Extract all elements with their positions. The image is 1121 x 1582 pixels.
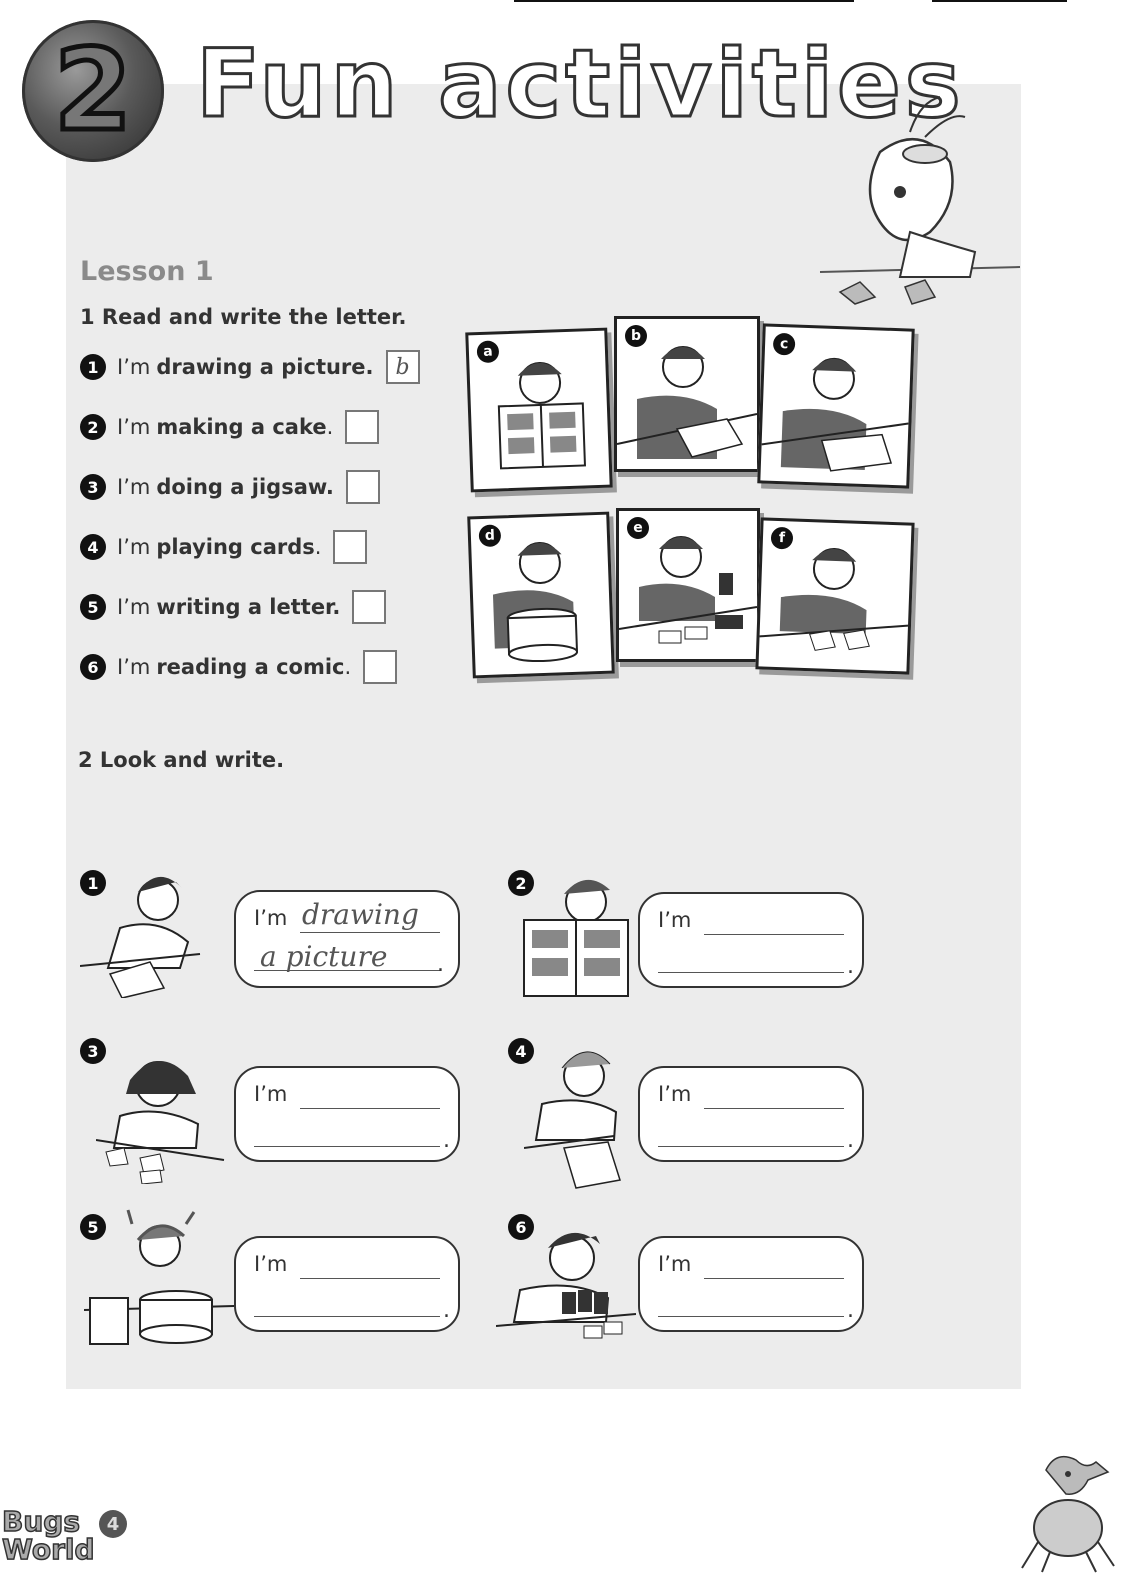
bubble-im: I’m — [254, 906, 288, 930]
speech-bubble-3 — [234, 1066, 460, 1162]
item-pre: I’m — [117, 535, 151, 559]
item-post: . — [344, 655, 352, 679]
child-making-cake-icon — [84, 1206, 234, 1348]
example-answer-line2: a picture — [260, 940, 388, 973]
picture-label: d — [479, 524, 502, 547]
date-line — [932, 0, 1067, 2]
child-reading-comic-icon — [518, 864, 636, 1004]
bubble-full-stop: . — [847, 1128, 854, 1153]
picture-a — [465, 328, 612, 493]
answer-line-1[interactable] — [300, 1108, 440, 1109]
answer-line-2[interactable] — [254, 1146, 440, 1147]
child-playing-cards-icon — [496, 1218, 636, 1348]
speech-bubble-1 — [234, 890, 460, 988]
item-activity: making a cake — [156, 415, 327, 439]
speech-bubble-2 — [638, 892, 864, 988]
item-pre: I’m — [117, 655, 151, 679]
bubble-im: I’m — [254, 1082, 288, 1106]
item-post: . — [314, 535, 322, 559]
picture-label: a — [477, 340, 500, 363]
exercise1-item-4 — [80, 530, 367, 564]
exercise2-number-6: 6 — [508, 1214, 534, 1240]
item-post: . — [326, 415, 334, 439]
answer-box[interactable]: b — [386, 350, 420, 384]
exercise2-instruction: 2 Look and write. — [78, 748, 285, 772]
child-drawing-icon — [80, 858, 210, 998]
exercise1-item-2 — [80, 410, 379, 444]
example-answer-line1: drawing — [302, 898, 419, 931]
bubble-im: I’m — [658, 1082, 692, 1106]
item-activity: drawing a picture. — [156, 355, 374, 379]
answer-line-1[interactable] — [704, 934, 844, 935]
answer-line-2[interactable] — [254, 1316, 440, 1317]
answer-line-2[interactable] — [658, 972, 844, 973]
bubble-im: I’m — [658, 908, 692, 932]
exercise2-number-5: 5 — [80, 1214, 106, 1240]
picture-label: b — [625, 325, 647, 347]
speech-bubble-4 — [638, 1066, 864, 1162]
exercise2-number-3: 3 — [80, 1038, 106, 1064]
answer-box[interactable] — [352, 590, 386, 624]
item-number: 2 — [80, 414, 106, 440]
picture-f — [755, 517, 914, 674]
unit-badge-globe-icon — [22, 20, 164, 162]
picture-d — [467, 512, 615, 679]
item-activity: doing a jigsaw. — [156, 475, 334, 499]
picture-label: c — [773, 333, 796, 356]
child-doing-jigsaw-icon — [96, 1044, 226, 1184]
unit-number: 2 — [54, 26, 132, 156]
exercise2-number-2: 2 — [508, 870, 534, 896]
item-activity: playing cards — [156, 535, 315, 559]
exercise1-item-3 — [80, 470, 380, 504]
speech-bubble-5 — [234, 1236, 460, 1332]
item-pre: I’m — [117, 355, 151, 379]
picture-label: e — [627, 517, 649, 539]
bubble-full-stop: . — [847, 954, 854, 979]
answer-line-2[interactable] — [658, 1146, 844, 1147]
name-line — [514, 0, 854, 2]
picture-e — [616, 508, 760, 662]
answer-line-1[interactable] — [704, 1108, 844, 1109]
bubble-im: I’m — [658, 1252, 692, 1276]
item-pre: I’m — [117, 595, 151, 619]
item-number: 1 — [80, 354, 106, 380]
logo-line2: World — [2, 1533, 95, 1566]
speech-bubble-6 — [638, 1236, 864, 1332]
item-activity: writing a letter. — [156, 595, 341, 619]
picture-b — [614, 316, 760, 472]
answer-box[interactable] — [363, 650, 397, 684]
answer-line-1[interactable] — [704, 1278, 844, 1279]
picture-c — [757, 323, 914, 488]
answer-box[interactable] — [345, 410, 379, 444]
answer-box[interactable] — [346, 470, 380, 504]
bubble-full-stop: . — [443, 1298, 450, 1323]
bugs-world-logo — [2, 1505, 95, 1566]
bubble-full-stop: . — [443, 1128, 450, 1153]
answer-box[interactable] — [333, 530, 367, 564]
item-number: 3 — [80, 474, 106, 500]
bubble-full-stop: . — [847, 1298, 854, 1323]
bubble-im: I’m — [254, 1252, 288, 1276]
bubble-full-stop: . — [437, 952, 444, 977]
answer-line-1[interactable] — [300, 1278, 440, 1279]
answer-line-2[interactable] — [658, 1316, 844, 1317]
exercise1-item-1 — [80, 350, 420, 384]
lesson-heading: Lesson 1 — [80, 256, 214, 287]
answer-line-1[interactable] — [300, 932, 440, 933]
logo-level-badge: 4 — [99, 1510, 127, 1538]
item-pre: I’m — [117, 475, 151, 499]
item-number: 6 — [80, 654, 106, 680]
unit-title: Fun activities — [196, 30, 965, 139]
bug-mascot-illustration — [800, 92, 1025, 322]
item-activity: reading a comic — [156, 655, 345, 679]
item-pre: I’m — [117, 415, 151, 439]
item-number: 5 — [80, 594, 106, 620]
item-number: 4 — [80, 534, 106, 560]
exercise1-instruction: 1 Read and write the letter. — [80, 305, 407, 329]
exercise2-number-4: 4 — [508, 1038, 534, 1064]
logo-line1: Bugs — [2, 1505, 80, 1538]
exercise2-number-1: 1 — [80, 870, 106, 896]
child-writing-letter-icon — [524, 1036, 624, 1196]
exercise1-item-5 — [80, 590, 386, 624]
picture-label: f — [771, 527, 794, 550]
bug-mascot-footer-illustration — [1016, 1450, 1118, 1575]
exercise1-item-6 — [80, 650, 397, 684]
